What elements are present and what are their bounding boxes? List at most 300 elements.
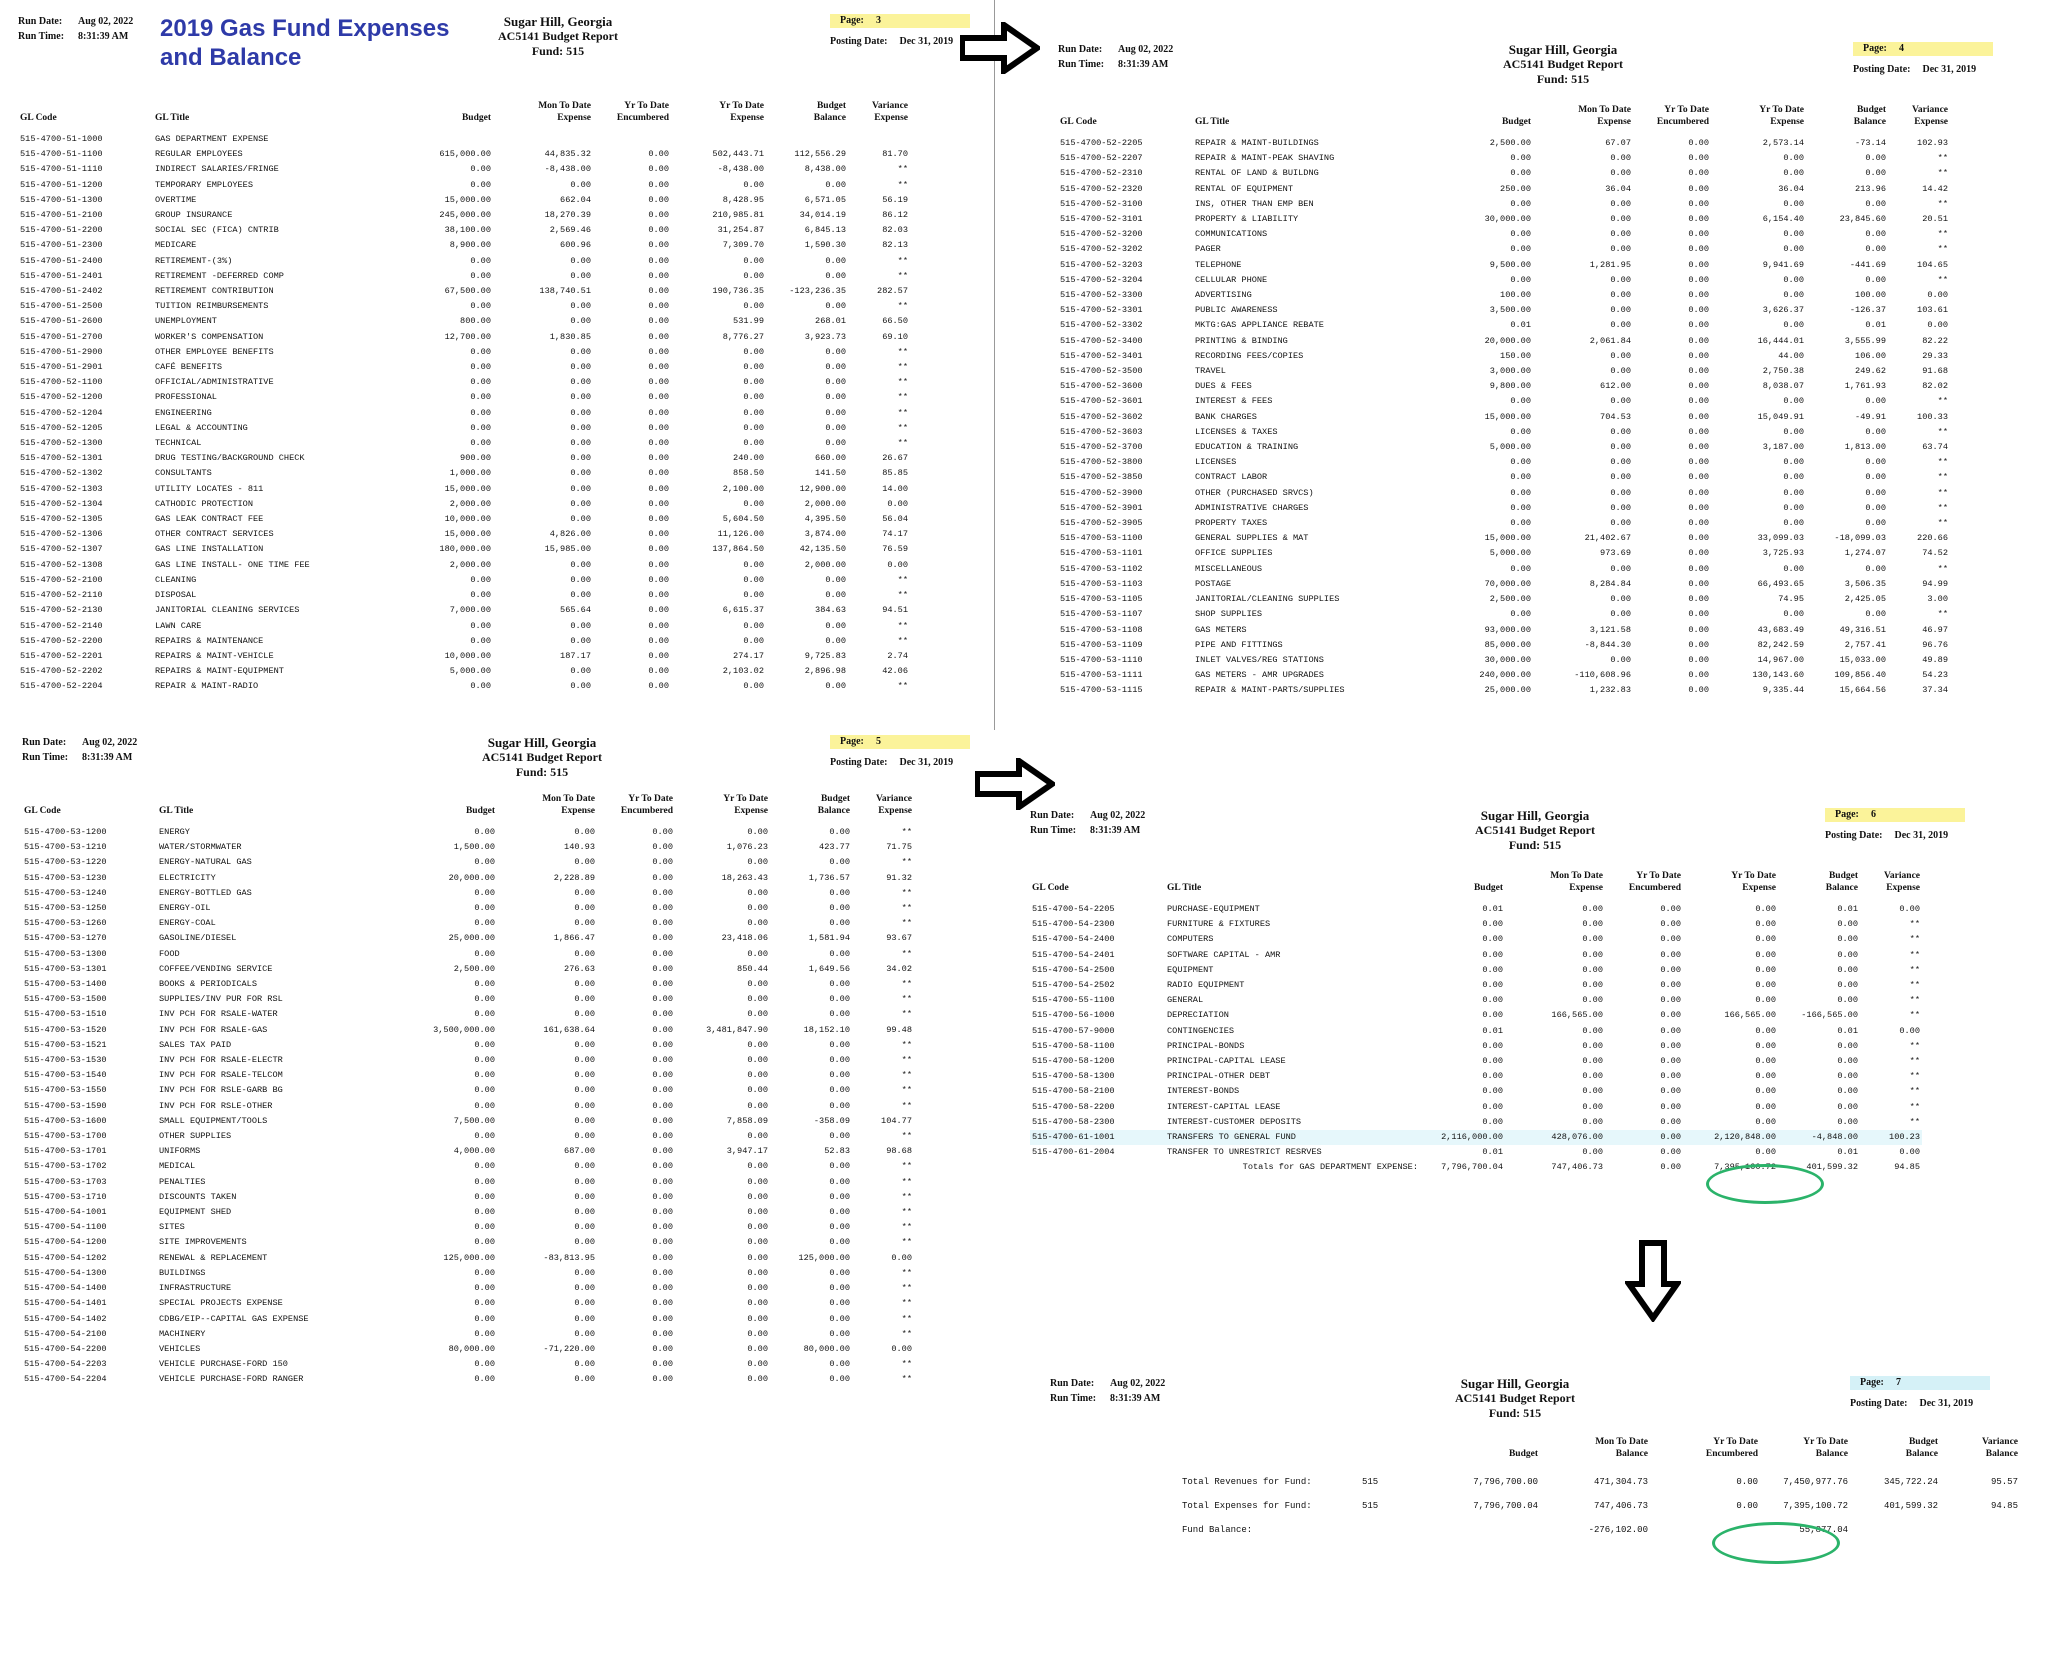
- cell-yr-to-date-expense: 0.00: [747, 1039, 768, 1050]
- cell-yr-to-date-expense: 8,428.95: [722, 194, 764, 205]
- cell-budget: 0.00: [1482, 964, 1503, 975]
- cell-yr-to-date-expense: [671, 132, 766, 147]
- cell-budget-balance: 0.00: [1865, 502, 1886, 513]
- cell-gl-code: 515-4700-52-1302: [20, 468, 103, 479]
- table-row: [18, 330, 910, 345]
- cell-budget: 2,500.00: [1489, 138, 1531, 148]
- totals-yr-to-date-encumbered: 0.00: [1660, 1162, 1681, 1173]
- cell-gl-title: WATER/STORMWATER: [159, 842, 242, 853]
- cell-yr-to-date-expense: 0.00: [747, 1328, 768, 1339]
- cell-budget: 15,000.00: [1484, 533, 1531, 544]
- cell-variance-expense: 282.57: [877, 286, 908, 297]
- cell-yr-to-date-encumbered: 0.00: [1688, 168, 1709, 179]
- cell-gl-title: ENGINEERING: [155, 407, 212, 418]
- cell-yr-to-date-expense: 502,443.71: [712, 149, 764, 160]
- report-heading: [1425, 808, 1645, 853]
- cell-budget-balance: 1,813.00: [1844, 442, 1886, 453]
- cell-gl-title: SITE IMPROVEMENTS: [159, 1237, 247, 1248]
- cell-gl-code: 515-4700-54-2400: [1032, 934, 1115, 945]
- table-row: [1030, 978, 1922, 993]
- table-row: [18, 269, 910, 284]
- cell-budget-balance: -166,565.00: [1801, 1010, 1858, 1021]
- cell-gl-title: INTEREST-CAPITAL LEASE: [1167, 1101, 1281, 1112]
- table-row: [22, 1296, 914, 1311]
- cell-gl-title: PRINCIPAL-BONDS: [1167, 1040, 1245, 1051]
- cell-gl-title: CONTRACT LABOR: [1195, 472, 1268, 483]
- table-row: [18, 299, 910, 314]
- cell-gl-title: GROUP INSURANCE: [155, 210, 233, 221]
- cell-gl-code: 515-4700-52-1300: [20, 438, 103, 449]
- cell-mon-to-date-expense: -8,438.00: [544, 164, 591, 175]
- cell-variance-expense: 102.93: [1917, 138, 1948, 148]
- cell-gl-code: 515-4700-51-2200: [20, 225, 103, 236]
- table-row: [1058, 242, 1950, 257]
- cell-yr-to-date-expense: 0.00: [1783, 487, 1804, 498]
- cell-yr-to-date-encumbered: 0.00: [1688, 624, 1709, 635]
- cell-yr-to-date-expense: 0.00: [743, 620, 764, 631]
- cell-gl-title: RADIO EQUIPMENT: [1167, 980, 1245, 991]
- cell-gl-title: UTILITY LOCATES - 811: [155, 483, 264, 494]
- cell-yr-to-date-encumbered: 0.00: [1688, 244, 1709, 255]
- cell-gl-title: REPAIR & MAINT-BUILDINGS: [1195, 138, 1319, 148]
- table-row: [18, 360, 910, 375]
- column-header-line: Budget: [1856, 105, 1886, 115]
- cell-yr-to-date-expense: 44.00: [1778, 350, 1804, 361]
- cell-variance-expense: 86.12: [882, 210, 908, 221]
- cell-yr-to-date-expense: 5,604.50: [722, 514, 764, 525]
- summary-cell: Fund Balance:: [1182, 1525, 1253, 1535]
- cell-mon-to-date-expense: 8,284.84: [1589, 578, 1631, 589]
- table-row: [1030, 993, 1922, 1008]
- cell-yr-to-date-encumbered: 0.00: [1688, 426, 1709, 437]
- cell-yr-to-date-encumbered: 0.00: [648, 286, 669, 297]
- cell-budget: 0.00: [1482, 934, 1503, 945]
- cell-budget-balance: 0.00: [1865, 153, 1886, 164]
- totals-highlight-oval: [1706, 1164, 1824, 1204]
- cell-yr-to-date-expense: 0.00: [747, 1176, 768, 1187]
- posting-date-value: Dec 31, 2019: [1922, 64, 1977, 75]
- cell-yr-to-date-expense: 0.00: [747, 1161, 768, 1172]
- cell-yr-to-date-expense: 0.00: [743, 681, 764, 692]
- cell-budget-balance: 9,725.83: [804, 650, 846, 661]
- cell-gl-title: GAS LINE INSTALL- ONE TIME FEE: [155, 559, 310, 570]
- cell-budget: 2,500.00: [1489, 594, 1531, 605]
- cell-gl-title: GAS DEPARTMENT EXPENSE: [155, 134, 269, 144]
- cell-gl-code: 515-4700-52-1301: [20, 453, 103, 464]
- cell-mon-to-date-expense: 18,270.39: [544, 210, 591, 221]
- run-time-label: Run Time:: [1030, 825, 1077, 836]
- cell-mon-to-date-expense: 0.00: [574, 1267, 595, 1278]
- cell-variance-expense: **: [1909, 1056, 1920, 1067]
- cell-budget: 0.00: [474, 1009, 495, 1020]
- page-divider: [994, 0, 995, 730]
- cell-variance-expense: **: [1909, 1116, 1920, 1127]
- cell-gl-title: PAGER: [1195, 244, 1221, 255]
- cell-gl-title: RENEWAL & REPLACEMENT: [159, 1252, 268, 1263]
- column-header-yr-to-date-expense: [1711, 104, 1806, 136]
- cell-yr-to-date-encumbered: 0.00: [1660, 1086, 1681, 1097]
- cell-gl-code: 515-4700-56-1000: [1032, 1010, 1115, 1021]
- table-row: [22, 1220, 914, 1235]
- column-header-yr-to-date-expense: [1683, 870, 1778, 902]
- cell-yr-to-date-encumbered: 0.00: [648, 422, 669, 433]
- cell-variance-expense: 63.74: [1922, 442, 1948, 453]
- cell-yr-to-date-expense: 0.00: [1783, 168, 1804, 179]
- cell-mon-to-date-expense: 0.00: [574, 948, 595, 959]
- cell-budget-balance: 0.00: [1865, 472, 1886, 483]
- cell-budget-balance: 2,757.41: [1844, 639, 1886, 650]
- cell-budget-balance: 80,000.00: [803, 1343, 850, 1354]
- cell-budget-balance: 0.00: [829, 1328, 850, 1339]
- table-row: [1058, 151, 1950, 166]
- cell-variance-expense: **: [897, 681, 908, 692]
- cell-yr-to-date-encumbered: 0.00: [648, 544, 669, 555]
- table-row: [1058, 486, 1950, 501]
- table-row: [18, 542, 910, 557]
- cell-variance-expense: 0.00: [1899, 904, 1920, 914]
- table-row: [18, 375, 910, 390]
- cell-yr-to-date-encumbered: 0.00: [648, 149, 669, 160]
- cell-gl-code: 515-4700-53-1110: [1060, 654, 1143, 665]
- cell-yr-to-date-encumbered: 0.00: [1660, 904, 1681, 914]
- cell-gl-title: PRINCIPAL-CAPITAL LEASE: [1167, 1056, 1286, 1067]
- cell-variance-expense: **: [901, 827, 912, 837]
- cell-mon-to-date-expense: 2,061.84: [1589, 335, 1631, 346]
- cell-yr-to-date-expense: 274.17: [733, 650, 764, 661]
- cell-mon-to-date-expense: 0.00: [574, 1085, 595, 1096]
- cell-budget: 0.00: [474, 1267, 495, 1278]
- cell-gl-code: 515-4700-52-3900: [1060, 487, 1143, 498]
- table-row: [1058, 273, 1950, 288]
- cell-yr-to-date-expense: 0.00: [747, 1283, 768, 1294]
- cell-mon-to-date-expense: 0.00: [574, 903, 595, 914]
- cell-budget: 0.00: [470, 574, 491, 585]
- city-name: Sugar Hill, Georgia: [1508, 42, 1618, 57]
- cell-yr-to-date-encumbered: 0.00: [652, 887, 673, 898]
- cell-budget: 0.00: [474, 1359, 495, 1370]
- cell-budget-balance: 0.01: [1837, 904, 1858, 914]
- cell-budget-balance: 8,438.00: [804, 164, 846, 175]
- summary-cell: [1850, 1518, 1940, 1542]
- cell-budget: 2,116,000.00: [1420, 1130, 1505, 1145]
- cell-mon-to-date-expense: 0.00: [574, 1191, 595, 1202]
- cell-budget-balance: 0.00: [825, 407, 846, 418]
- cell-budget: 0.00: [474, 903, 495, 914]
- column-header-gl-code: GL Code: [1032, 883, 1069, 893]
- run-date-line: [22, 735, 137, 750]
- table-row: [18, 314, 910, 329]
- cell-budget: 30,000.00: [1484, 214, 1531, 225]
- table-row: [18, 588, 910, 603]
- report-heading: [432, 735, 652, 780]
- cell-gl-title: JANITORIAL CLEANING SERVICES: [155, 605, 300, 616]
- cell-mon-to-date-expense: 0.00: [570, 666, 591, 677]
- cell-mon-to-date-expense: 0.00: [570, 498, 591, 509]
- cell-variance-expense: **: [1909, 1040, 1920, 1051]
- cell-mon-to-date-expense: 0.00: [570, 635, 591, 646]
- cell-yr-to-date-expense: 0.00: [1755, 1101, 1776, 1112]
- cell-yr-to-date-encumbered: 0.00: [1688, 350, 1709, 361]
- page-number-box: [830, 14, 970, 28]
- cell-yr-to-date-expense: 36.04: [1778, 183, 1804, 194]
- cell-gl-code: 515-4700-52-3204: [1060, 274, 1143, 285]
- cell-variance-expense: **: [901, 857, 912, 868]
- cell-gl-code: 515-4700-52-2320: [1060, 183, 1143, 194]
- run-date-label: Run Date:: [1030, 810, 1075, 821]
- cell-budget-balance: 0.00: [825, 179, 846, 190]
- cell-mon-to-date-expense: 0.00: [1610, 290, 1631, 301]
- cell-gl-title: VEHICLE PURCHASE-FORD RANGER: [159, 1374, 304, 1385]
- cell-mon-to-date-expense: 0.00: [1610, 274, 1631, 285]
- cell-budget-balance: 0.00: [1837, 1086, 1858, 1097]
- table-row: [22, 1114, 914, 1129]
- cell-budget: 2,500.00: [453, 963, 495, 974]
- cell-budget: 0.00: [474, 1161, 495, 1172]
- cell-yr-to-date-expense: 0.00: [747, 1191, 768, 1202]
- cell-mon-to-date-expense: 0.00: [574, 1374, 595, 1385]
- cell-yr-to-date-encumbered: 0.00: [1688, 214, 1709, 225]
- cell-budget: 0.01: [1510, 320, 1531, 331]
- cell-gl-code: 515-4700-51-2100: [20, 210, 103, 221]
- cell-yr-to-date-expense: 1,076.23: [726, 842, 768, 853]
- cell-variance-expense: 49.89: [1922, 654, 1948, 665]
- table-row: [22, 992, 914, 1007]
- cell-gl-title: UNIFORMS: [159, 1146, 201, 1157]
- fund-label: Fund: 515: [531, 44, 585, 58]
- cell-mon-to-date-expense: 0.00: [570, 574, 591, 585]
- cell-budget-balance: 0.00: [829, 1283, 850, 1294]
- cell-yr-to-date-encumbered: 0.00: [1688, 259, 1709, 270]
- table-row: [1058, 440, 1950, 455]
- column-header-yr-to-date-encumbered: [1605, 870, 1683, 902]
- cell-yr-to-date-encumbered: 0.00: [1688, 305, 1709, 316]
- cell-yr-to-date-expense: 0.00: [743, 362, 764, 373]
- table-row: [18, 436, 910, 451]
- cell-budget-balance: 0.00: [1837, 964, 1858, 975]
- cell-budget: 0.00: [474, 1176, 495, 1187]
- cell-gl-title: REGULAR EMPLOYEES: [155, 149, 243, 160]
- cell-mon-to-date-expense: 0.00: [574, 1161, 595, 1172]
- summary-header-row: [1180, 1436, 2020, 1470]
- cell-budget: 67,500.00: [444, 286, 491, 297]
- cell-budget: 0.00: [470, 681, 491, 692]
- posting-date: [830, 757, 953, 768]
- cell-yr-to-date-encumbered: 0.00: [648, 392, 669, 403]
- cell-gl-code: 515-4700-54-2205: [1032, 904, 1115, 914]
- cell-budget-balance: 0.00: [1837, 1040, 1858, 1051]
- column-header-line: Expense: [1886, 883, 1920, 893]
- cell-gl-title: RETIREMENT-(3%): [155, 255, 233, 266]
- cell-variance-expense: **: [1937, 487, 1948, 498]
- cell-budget-balance: 0.00: [1865, 426, 1886, 437]
- summary-cell: [1420, 1518, 1540, 1542]
- cell-gl-title: TECHNICAL: [155, 438, 202, 449]
- cell-variance-expense: 100.23: [1860, 1130, 1922, 1145]
- run-date-line: [1030, 808, 1145, 823]
- table-row: [22, 947, 914, 962]
- cell-yr-to-date-encumbered: 0.00: [648, 194, 669, 205]
- cell-gl-title: PIPE AND FITTINGS: [1195, 639, 1283, 650]
- cell-gl-title: CATHODIC PROTECTION: [155, 498, 253, 509]
- cell-budget-balance: 0.00: [825, 346, 846, 357]
- cell-mon-to-date-expense: 0.00: [1610, 396, 1631, 407]
- cell-gl-code: 515-4700-53-1530: [24, 1055, 107, 1066]
- cell-mon-to-date-expense: 0.00: [574, 1359, 595, 1370]
- cell-yr-to-date-expense: 0.00: [1783, 153, 1804, 164]
- cell-budget: 0.00: [474, 1100, 495, 1111]
- header-row: [1030, 870, 1922, 902]
- cell-mon-to-date-expense: 0.00: [574, 1328, 595, 1339]
- cell-budget: 80,000.00: [448, 1343, 495, 1354]
- cell-variance-expense: 0.00: [887, 559, 908, 570]
- cell-yr-to-date-expense: 74.95: [1778, 594, 1804, 605]
- summary-column-spacer: [1180, 1436, 1360, 1470]
- cell-budget-balance: 0.00: [1837, 1056, 1858, 1067]
- cell-gl-title: ENERGY-COAL: [159, 918, 216, 929]
- cell-budget: 30,000.00: [1484, 654, 1531, 665]
- summary-cell: 0.00: [1736, 1477, 1758, 1487]
- cell-yr-to-date-expense: 0.00: [1755, 1071, 1776, 1082]
- cell-yr-to-date-encumbered: 0.00: [648, 514, 669, 525]
- cell-gl-title: FOOD: [159, 948, 180, 959]
- column-header-gl-title: GL Title: [155, 113, 190, 123]
- cell-gl-code: 515-4700-53-1500: [24, 994, 107, 1005]
- report-name: AC5141 Budget Report: [1475, 823, 1595, 837]
- totals-label: Totals for GAS DEPARTMENT EXPENSE:: [1242, 1162, 1418, 1173]
- posting-date: [1825, 830, 1948, 841]
- cell-variance-expense: **: [901, 1359, 912, 1370]
- cell-budget-balance: [766, 132, 848, 147]
- table-row: [1058, 470, 1950, 485]
- cell-yr-to-date-expense: 0.00: [743, 574, 764, 585]
- cell-yr-to-date-encumbered: 0.00: [1660, 1010, 1681, 1021]
- cell-yr-to-date-expense: 0.00: [747, 1100, 768, 1111]
- cell-mon-to-date-expense: 67.07: [1605, 138, 1631, 148]
- cell-yr-to-date-encumbered: 0.00: [1688, 198, 1709, 209]
- cell-variance-expense: 71.75: [886, 842, 912, 853]
- report-table: [1030, 870, 1922, 1176]
- cell-mon-to-date-expense: 0.00: [1610, 472, 1631, 483]
- page-number-box: [1825, 808, 1965, 822]
- cell-gl-code: 515-4700-54-1300: [24, 1267, 107, 1278]
- column-header-yr-to-date-expense: [671, 100, 766, 132]
- cell-gl-title: INV PCH FOR RSALE-ELECTR: [159, 1055, 283, 1066]
- cell-mon-to-date-expense: 662.04: [560, 194, 591, 205]
- cell-yr-to-date-encumbered: 0.00: [1688, 366, 1709, 377]
- table-row: [22, 1053, 914, 1068]
- page-number-box: [830, 735, 970, 749]
- cell-gl-code: 515-4700-54-2300: [1032, 919, 1115, 930]
- cell-yr-to-date-encumbered: 0.00: [1660, 919, 1681, 930]
- cell-gl-title: LEGAL & ACCOUNTING: [155, 422, 248, 433]
- cell-yr-to-date-encumbered: 0.00: [1660, 1040, 1681, 1051]
- totals-yr-to-date-expense: 7,395,100.72: [1714, 1162, 1776, 1173]
- cell-yr-to-date-encumbered: 0.00: [652, 1115, 673, 1126]
- cell-gl-code: 515-4700-52-3101: [1060, 214, 1143, 225]
- cell-budget: 0.00: [470, 635, 491, 646]
- cell-mon-to-date-expense: 0.00: [570, 377, 591, 388]
- cell-gl-code: 515-4700-52-3602: [1060, 411, 1143, 422]
- cell-mon-to-date-expense: 0.00: [574, 918, 595, 929]
- run-info: [1050, 1376, 1165, 1406]
- cell-variance-expense: 34.02: [886, 963, 912, 974]
- cell-budget: 1,500.00: [453, 842, 495, 853]
- cell-mon-to-date-expense: 0.00: [570, 270, 591, 281]
- cell-gl-title: INLET VALVES/REG STATIONS: [1195, 654, 1324, 665]
- cell-yr-to-date-encumbered: 0.00: [652, 933, 673, 944]
- posting-date-label: Posting Date:: [830, 757, 888, 768]
- cell-budget: 0.00: [474, 887, 495, 898]
- table-row: [18, 208, 910, 223]
- column-header-line: Expense: [1770, 117, 1804, 127]
- cell-variance-expense: **: [901, 1267, 912, 1278]
- table-row: [1058, 653, 1950, 668]
- cell-yr-to-date-encumbered: 0.00: [648, 377, 669, 388]
- cell-budget: 0.00: [1510, 426, 1531, 437]
- cell-mon-to-date-expense: 0.00: [574, 1115, 595, 1126]
- table-row: [1058, 288, 1950, 303]
- cell-yr-to-date-expense: 0.00: [1783, 396, 1804, 407]
- cell-gl-code: 515-4700-52-1307: [20, 544, 103, 555]
- cell-yr-to-date-expense: 23,418.06: [721, 933, 768, 944]
- fund-label: Fund: 515: [1508, 838, 1562, 852]
- table-row: [1058, 364, 1950, 379]
- table-row: [22, 1144, 914, 1159]
- summary-cell: Total Expenses for Fund:: [1182, 1501, 1312, 1511]
- cell-gl-title: SALES TAX PAID: [159, 1039, 232, 1050]
- cell-gl-title: GAS LEAK CONTRACT FEE: [155, 514, 264, 525]
- cell-yr-to-date-encumbered: 0.00: [1660, 964, 1681, 975]
- cell-budget-balance: -358.09: [813, 1115, 850, 1126]
- right-arrow-icon: [960, 22, 1040, 74]
- cell-yr-to-date-expense: 6,615.37: [722, 605, 764, 616]
- cell-gl-code: 515-4700-58-1300: [1032, 1071, 1115, 1082]
- cell-gl-title: REPAIR & MAINT-PEAK SHAVING: [1195, 153, 1335, 164]
- cell-yr-to-date-encumbered: 0.00: [652, 1328, 673, 1339]
- cell-yr-to-date-encumbered: 0.00: [652, 1313, 673, 1324]
- table-row: [1030, 902, 1922, 917]
- table-row: [1058, 182, 1950, 197]
- cell-yr-to-date-encumbered: 0.00: [1688, 563, 1709, 574]
- cell-budget-balance: 0.00: [825, 590, 846, 601]
- cell-gl-code: 515-4700-54-1100: [24, 1222, 107, 1233]
- table-row: [1058, 258, 1950, 273]
- cell-budget: 15,000.00: [1484, 411, 1531, 422]
- cell-budget: 0.00: [470, 422, 491, 433]
- table-row: [18, 512, 910, 527]
- cell-mon-to-date-expense: 0.00: [1582, 1071, 1603, 1082]
- cell-variance-expense: **: [897, 377, 908, 388]
- column-header-line: Expense: [1742, 883, 1776, 893]
- table-row: [22, 1068, 914, 1083]
- cell-yr-to-date-expense: 0.00: [747, 1374, 768, 1385]
- totals-mon-to-date-expense: 747,406.73: [1551, 1162, 1603, 1173]
- cell-mon-to-date-expense: 0.00: [570, 438, 591, 449]
- cell-mon-to-date-expense: 0.00: [574, 1313, 595, 1324]
- cell-gl-code: 515-4700-51-2900: [20, 346, 103, 357]
- table-row: [18, 147, 910, 162]
- cell-gl-title: ENERGY-NATURAL GAS: [159, 857, 252, 868]
- cell-yr-to-date-expense: 0.00: [1755, 964, 1776, 975]
- table-row: [1058, 136, 1950, 151]
- cell-variance-expense: 2.74: [887, 650, 908, 661]
- table-row: [22, 1175, 914, 1190]
- cell-budget-balance: 0.00: [829, 1191, 850, 1202]
- summary-cell: 0.00: [1736, 1501, 1758, 1511]
- cell-budget-balance: 1,761.93: [1844, 381, 1886, 392]
- run-date: Aug 02, 2022: [1090, 810, 1146, 821]
- run-time-label: Run Time:: [1050, 1393, 1097, 1404]
